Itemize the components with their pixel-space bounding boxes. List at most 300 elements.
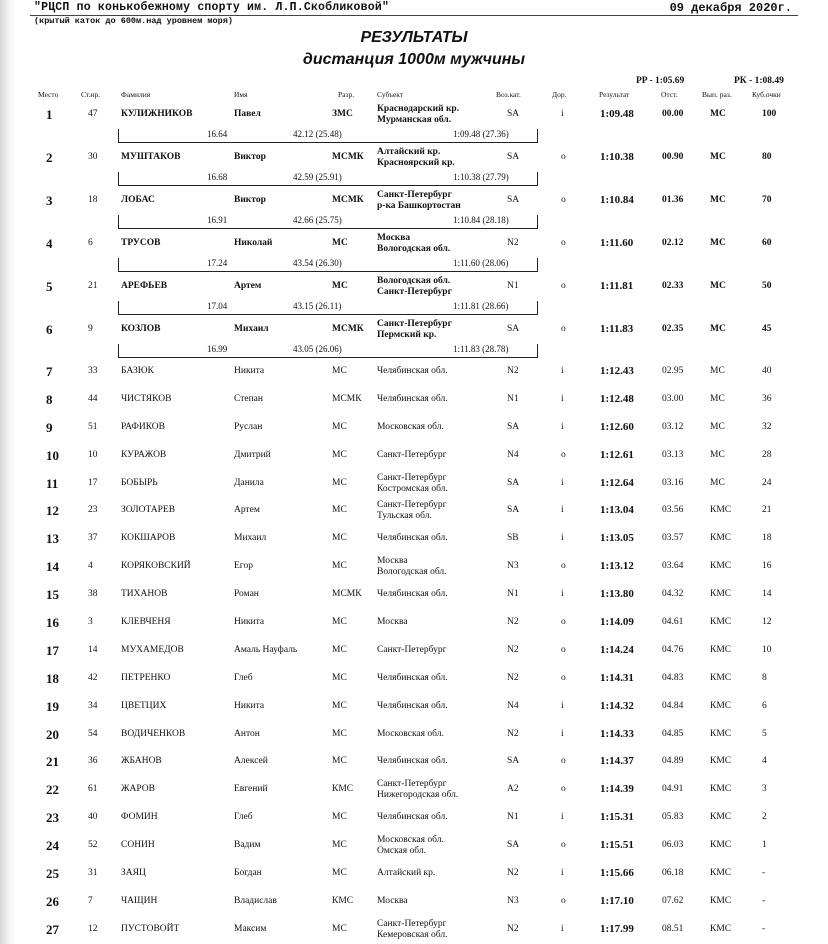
lane-cell: o xyxy=(561,617,566,628)
diff-cell: 03.64 xyxy=(662,561,684,572)
points-cell: - xyxy=(762,868,766,879)
region-cell xyxy=(377,835,444,857)
split-time: 1:09.48 (27.36) xyxy=(453,129,509,139)
qual-cell: КМС xyxy=(710,700,732,711)
col-region: Субъект xyxy=(377,90,404,99)
region-line: Москва xyxy=(377,895,408,906)
table-row xyxy=(0,386,828,414)
surname-cell: МУХАМЕДОВ xyxy=(121,644,184,655)
split-time: 43.05 (26.06) xyxy=(293,344,342,354)
table-row xyxy=(0,100,828,143)
lane-cell: i xyxy=(561,923,564,934)
surname-cell: АРЕФЬЕВ xyxy=(121,281,168,291)
split-time: 17.24 xyxy=(207,258,228,268)
region-cell xyxy=(377,896,408,907)
surname-cell: ПЕТРЕНКО xyxy=(121,672,171,683)
name-cell: Михаил xyxy=(234,533,267,544)
region-line: Санкт-Петербург xyxy=(377,644,447,655)
agecat-cell: N2 xyxy=(507,868,519,879)
surname-cell: КОРЯКОВСКИЙ xyxy=(121,561,191,572)
bib-cell: 3 xyxy=(88,617,93,628)
lane-cell: i xyxy=(561,812,564,823)
category-cell: КМС xyxy=(332,895,354,906)
lane-cell: i xyxy=(561,109,564,119)
bib-cell: 18 xyxy=(88,195,98,205)
agecat-cell: SA xyxy=(507,840,520,851)
place-cell: 15 xyxy=(46,587,59,603)
split-time: 16.68 xyxy=(207,172,228,182)
surname-cell: РАФИКОВ xyxy=(121,421,165,432)
place-cell: 4 xyxy=(46,236,53,251)
name-cell: Степан xyxy=(234,393,263,404)
region-line: Московская обл. xyxy=(377,835,444,846)
bib-cell: 42 xyxy=(88,672,98,683)
agecat-cell: SA xyxy=(507,324,520,334)
region-line: Омская обл. xyxy=(377,846,426,857)
name-cell: Глеб xyxy=(234,672,253,683)
bib-cell: 4 xyxy=(88,561,93,572)
agecat-cell: N1 xyxy=(507,812,519,823)
name-cell: Руслан xyxy=(234,421,263,432)
split-time: 42.59 (25.91) xyxy=(293,172,342,182)
qual-cell: МС xyxy=(710,366,725,376)
category-cell: МС xyxy=(332,281,348,291)
result-cell: 1:14.24 xyxy=(600,643,634,656)
place-cell: 19 xyxy=(46,698,59,714)
split-time: 43.15 (26.11) xyxy=(293,301,342,311)
region-line: Челябинская обл. xyxy=(377,700,448,711)
table-row xyxy=(0,470,828,498)
result-cell: 1:17.99 xyxy=(600,922,634,935)
points-cell: - xyxy=(762,895,766,906)
bib-cell: 21 xyxy=(88,281,98,291)
category-cell: МС xyxy=(332,477,347,488)
name-cell: Никита xyxy=(234,700,265,711)
bib-cell: 6 xyxy=(88,238,93,248)
category-cell: КМС xyxy=(332,784,354,795)
bib-cell: 37 xyxy=(88,533,98,544)
place-cell: 5 xyxy=(46,279,53,294)
points-cell: 40 xyxy=(762,366,772,376)
col-name: Имя xyxy=(234,90,248,99)
diff-cell: 02.12 xyxy=(662,238,684,248)
surname-cell: ЗАЯЦ xyxy=(121,868,146,879)
table-row xyxy=(0,804,828,832)
category-cell: МС xyxy=(332,366,347,376)
lane-cell: i xyxy=(561,700,564,711)
table-row xyxy=(0,581,828,609)
place-cell: 13 xyxy=(46,531,59,547)
category-cell: МСМК xyxy=(332,324,364,334)
place-cell: 14 xyxy=(46,559,59,575)
category-cell: МС xyxy=(332,561,347,572)
region-cell xyxy=(377,779,458,801)
region-line: Вологодская обл. xyxy=(377,244,451,254)
lane-cell: i xyxy=(561,366,564,376)
split-times-box xyxy=(118,344,538,358)
name-cell: Вадим xyxy=(234,840,261,851)
points-cell: 28 xyxy=(762,449,772,460)
table-row xyxy=(0,748,828,776)
diff-cell: 03.00 xyxy=(662,393,684,404)
points-cell: 12 xyxy=(762,617,772,628)
region-line: Челябинская обл. xyxy=(377,533,448,544)
place-cell: 8 xyxy=(46,391,53,407)
points-cell: 4 xyxy=(762,756,767,767)
diff-cell: 04.76 xyxy=(662,644,684,655)
col-points: Куб.очки xyxy=(752,90,781,99)
region-cell xyxy=(377,450,447,461)
diff-cell: 04.85 xyxy=(662,728,684,739)
region-line: Алтайский кр. xyxy=(377,868,436,879)
table-row xyxy=(0,525,828,553)
surname-cell: ЛОБАС xyxy=(121,195,155,205)
qual-cell: КМС xyxy=(710,644,732,655)
bib-cell: 10 xyxy=(88,449,98,460)
bib-cell: 52 xyxy=(88,840,98,851)
category-cell: МС xyxy=(332,868,347,879)
diff-cell: 00.00 xyxy=(662,109,684,119)
region-line: Мурманская обл. xyxy=(377,115,452,125)
diff-cell: 04.83 xyxy=(662,672,684,683)
col-surname: Фамилия xyxy=(121,90,151,99)
table-row xyxy=(0,721,828,749)
bib-cell: 17 xyxy=(88,477,98,488)
bib-cell: 44 xyxy=(88,393,98,404)
name-cell: Михаил xyxy=(234,324,269,334)
region-cell xyxy=(377,729,444,740)
points-cell: - xyxy=(762,923,766,934)
surname-cell: ЧИСТЯКОВ xyxy=(121,393,172,404)
region-cell xyxy=(377,500,447,522)
result-cell: 1:13.05 xyxy=(600,532,634,545)
points-cell: 10 xyxy=(762,644,772,655)
qual-cell: МС xyxy=(710,109,726,119)
result-cell: 1:14.33 xyxy=(600,727,634,740)
qual-cell: МС xyxy=(710,393,725,404)
agecat-cell: SA xyxy=(507,477,520,488)
category-cell: МС xyxy=(332,421,347,432)
agecat-cell: N2 xyxy=(507,644,519,655)
agecat-cell: SA xyxy=(507,109,520,119)
name-cell: Егор xyxy=(234,561,253,572)
lane-cell: i xyxy=(561,868,564,879)
region-line: Санкт-Петербург xyxy=(377,190,452,200)
result-cell: 1:14.37 xyxy=(600,755,634,768)
points-cell: 14 xyxy=(762,589,772,600)
region-line: Челябинская обл. xyxy=(377,589,448,600)
bib-cell: 7 xyxy=(88,895,93,906)
bib-cell: 9 xyxy=(88,324,93,334)
diff-cell: 04.89 xyxy=(662,756,684,767)
place-cell: 10 xyxy=(46,447,59,463)
diff-cell: 03.16 xyxy=(662,477,684,488)
place-cell: 21 xyxy=(46,754,59,770)
region-line: Тульская обл. xyxy=(377,511,432,522)
qual-cell: КМС xyxy=(710,756,732,767)
surname-cell: КОКШАРОВ xyxy=(121,533,176,544)
split-time: 16.91 xyxy=(207,215,228,225)
place-cell: 24 xyxy=(46,838,59,854)
agecat-cell: N1 xyxy=(507,281,519,291)
surname-cell: ЦВЕТЦИХ xyxy=(121,700,167,711)
col-agecat: Воз.кат. xyxy=(496,90,521,99)
place-cell: 1 xyxy=(46,107,53,122)
points-cell: 80 xyxy=(762,152,772,162)
region-cell xyxy=(377,556,447,578)
region-line: Санкт-Петербург xyxy=(377,449,447,460)
result-cell: 1:12.61 xyxy=(600,448,634,461)
lane-cell: i xyxy=(561,505,564,516)
agecat-cell: N2 xyxy=(507,672,519,683)
qual-cell: КМС xyxy=(710,533,732,544)
table-row xyxy=(0,693,828,721)
agecat-cell: N4 xyxy=(507,700,519,711)
result-cell: 1:10.84 xyxy=(600,194,634,206)
region-line: Санкт-Петербург xyxy=(377,319,452,329)
qual-cell: КМС xyxy=(710,840,732,851)
agecat-cell: N4 xyxy=(507,449,519,460)
region-cell xyxy=(377,233,450,255)
region-line: Челябинская обл. xyxy=(377,672,448,683)
name-cell: Данила xyxy=(234,477,264,488)
region-cell xyxy=(377,190,461,212)
region-cell xyxy=(377,589,448,600)
bib-cell: 54 xyxy=(88,728,98,739)
page-title: РЕЗУЛЬТАТЫ xyxy=(360,29,468,46)
region-line: Кемеровская обл. xyxy=(377,929,448,940)
lane-cell: o xyxy=(561,644,566,655)
place-cell: 2 xyxy=(46,150,53,165)
result-cell: 1:12.43 xyxy=(600,365,634,377)
lane-cell: i xyxy=(561,728,564,739)
points-cell: 2 xyxy=(762,812,767,823)
region-line: Вологодская обл. xyxy=(377,567,447,578)
name-cell: Алексей xyxy=(234,756,268,767)
result-cell: 1:14.39 xyxy=(600,783,634,796)
lane-cell: o xyxy=(561,281,566,291)
qual-cell: МС xyxy=(710,324,726,334)
points-cell: 21 xyxy=(762,505,772,516)
region-cell xyxy=(377,701,448,712)
region-line: Костромская обл. xyxy=(377,483,448,494)
qual-cell: КМС xyxy=(710,895,732,906)
category-cell: МСМК xyxy=(332,393,362,404)
category-cell: МС xyxy=(332,812,347,823)
surname-cell: ПУСТОВОЙТ xyxy=(121,923,180,934)
diff-cell: 06.18 xyxy=(662,868,684,879)
table-row xyxy=(0,665,828,693)
bib-cell: 23 xyxy=(88,505,98,516)
points-cell: 100 xyxy=(762,109,777,119)
diff-cell: 03.56 xyxy=(662,505,684,516)
surname-cell: ЖБАНОВ xyxy=(121,756,162,767)
agecat-cell: SA xyxy=(507,421,520,432)
region-line: р-ка Башкортостан xyxy=(377,201,461,211)
diff-cell: 03.13 xyxy=(662,449,684,460)
qual-cell: КМС xyxy=(710,728,732,739)
organizer: "РЦСП по конькобежному спорту им. Л.П.Скобликовой" xyxy=(34,1,390,14)
surname-cell: КОЗЛОВ xyxy=(121,324,161,334)
split-times-box xyxy=(118,215,538,229)
lane-cell: i xyxy=(561,533,564,544)
table-row xyxy=(0,916,828,944)
lane-cell: o xyxy=(561,324,566,334)
region-line: Санкт-Петербург xyxy=(377,779,447,790)
qual-cell: МС xyxy=(710,421,725,432)
points-cell: 3 xyxy=(762,784,767,795)
region-line: Нижегородская обл. xyxy=(377,790,459,801)
table-row xyxy=(0,272,828,315)
points-cell: 18 xyxy=(762,533,772,544)
region-cell xyxy=(377,147,455,169)
place-cell: 11 xyxy=(46,475,59,491)
table-row xyxy=(0,143,828,186)
result-cell: 1:15.66 xyxy=(600,867,634,880)
region-line: Челябинская обл. xyxy=(377,393,448,404)
category-cell: МС xyxy=(332,505,347,516)
place-cell: 3 xyxy=(46,193,53,208)
split-time: 43.54 (26.30) xyxy=(293,258,342,268)
surname-cell: ЧАЩИН xyxy=(121,895,158,906)
region-cell xyxy=(377,868,435,879)
category-cell: МС xyxy=(332,617,347,628)
points-cell: 70 xyxy=(762,195,772,205)
lane-cell: o xyxy=(561,672,566,683)
bib-cell: 33 xyxy=(88,366,98,376)
points-cell: 60 xyxy=(762,238,772,248)
surname-cell: ФОМИН xyxy=(121,812,158,823)
results-table xyxy=(0,100,828,944)
table-row xyxy=(0,860,828,888)
place-cell: 12 xyxy=(46,503,59,519)
lane-cell: i xyxy=(561,421,564,432)
lane-cell: o xyxy=(561,152,566,162)
region-line: Челябинская обл. xyxy=(377,812,448,823)
lane-cell: i xyxy=(561,393,564,404)
split-times-box xyxy=(118,301,538,315)
lane-cell: o xyxy=(561,840,566,851)
region-cell xyxy=(377,645,447,656)
points-cell: 6 xyxy=(762,700,767,711)
result-cell: 1:13.12 xyxy=(600,560,634,573)
result-cell: 1:12.60 xyxy=(600,420,634,433)
surname-cell: ВОДИЧЕНКОВ xyxy=(121,728,186,739)
diff-cell: 02.95 xyxy=(662,366,684,376)
surname-cell: БОБЫРЬ xyxy=(121,477,158,488)
qual-cell: КМС xyxy=(710,617,732,628)
place-cell: 22 xyxy=(46,782,59,798)
category-cell: МС xyxy=(332,238,348,248)
diff-cell: 08.51 xyxy=(662,923,684,934)
diff-cell: 00.90 xyxy=(662,152,684,162)
split-times-box xyxy=(118,129,538,143)
points-cell: 16 xyxy=(762,561,772,572)
region-line: Санкт-Петербург xyxy=(377,287,452,297)
qual-cell: КМС xyxy=(710,868,732,879)
name-cell: Амаль Науфаль xyxy=(234,644,298,655)
region-line: Пермский кр. xyxy=(377,330,437,340)
region-cell xyxy=(377,812,448,823)
surname-cell: МУШТАКОВ xyxy=(121,152,181,162)
region-cell xyxy=(377,533,448,544)
diff-cell: 02.35 xyxy=(662,324,684,334)
diff-cell: 07.62 xyxy=(662,895,684,906)
category-cell: МСМК xyxy=(332,152,364,162)
name-cell: Никита xyxy=(234,617,265,628)
category-cell: МС xyxy=(332,700,347,711)
agecat-cell: N2 xyxy=(507,366,519,376)
category-cell: МС xyxy=(332,672,347,683)
place-cell: 16 xyxy=(46,615,59,631)
lane-cell: i xyxy=(561,477,564,488)
split-times-box xyxy=(118,258,538,272)
table-row xyxy=(0,414,828,442)
category-cell: МС xyxy=(332,728,347,739)
split-time: 16.99 xyxy=(207,344,228,354)
result-cell: 1:15.31 xyxy=(600,811,634,824)
table-row xyxy=(0,442,828,470)
points-cell: 32 xyxy=(762,421,772,432)
bib-cell: 30 xyxy=(88,152,98,162)
name-cell: Евгений xyxy=(234,784,268,795)
surname-cell: СОНИН xyxy=(121,840,155,851)
region-line: Москва xyxy=(377,233,411,243)
points-cell: 8 xyxy=(762,672,767,683)
split-time: 1:10.84 (28.18) xyxy=(453,215,509,225)
qual-cell: МС xyxy=(710,238,726,248)
points-cell: 24 xyxy=(762,477,772,488)
region-line: Санкт-Петербург xyxy=(377,472,447,483)
result-cell: 1:11.83 xyxy=(600,323,634,335)
region-cell xyxy=(377,276,452,298)
qual-cell: КМС xyxy=(710,672,732,683)
lane-cell: o xyxy=(561,561,566,572)
col-qual: Вып. раз. xyxy=(702,90,732,99)
place-cell: 9 xyxy=(46,419,53,435)
bib-cell: 31 xyxy=(88,868,98,879)
table-row xyxy=(0,497,828,525)
result-cell: 1:09.48 xyxy=(600,108,634,120)
record-pp: PP - 1:05.69 xyxy=(636,76,685,86)
region-cell xyxy=(377,422,444,433)
surname-cell: ЖАРОВ xyxy=(121,784,155,795)
event-date: 09 декабря 2020г. xyxy=(669,1,792,15)
place-cell: 18 xyxy=(46,670,59,686)
diff-cell: 05.83 xyxy=(662,812,684,823)
bib-cell: 38 xyxy=(88,589,98,600)
diff-cell: 03.57 xyxy=(662,533,684,544)
bib-cell: 12 xyxy=(88,923,98,934)
result-cell: 1:12.48 xyxy=(600,392,634,405)
agecat-cell: N2 xyxy=(507,238,519,248)
diff-cell: 04.91 xyxy=(662,784,684,795)
region-line: Санкт-Петербург xyxy=(377,918,447,929)
col-cat: Разр. xyxy=(338,90,355,99)
agecat-cell: SA xyxy=(507,505,520,516)
qual-cell: КМС xyxy=(710,784,732,795)
diff-cell: 03.12 xyxy=(662,421,684,432)
points-cell: 36 xyxy=(762,393,772,404)
result-cell: 1:14.31 xyxy=(600,671,634,684)
place-cell: 25 xyxy=(46,866,59,882)
name-cell: Глеб xyxy=(234,812,253,823)
lane-cell: o xyxy=(561,784,566,795)
place-cell: 27 xyxy=(46,921,59,937)
name-cell: Антон xyxy=(234,728,260,739)
place-cell: 17 xyxy=(46,642,59,658)
qual-cell: МС xyxy=(710,449,725,460)
